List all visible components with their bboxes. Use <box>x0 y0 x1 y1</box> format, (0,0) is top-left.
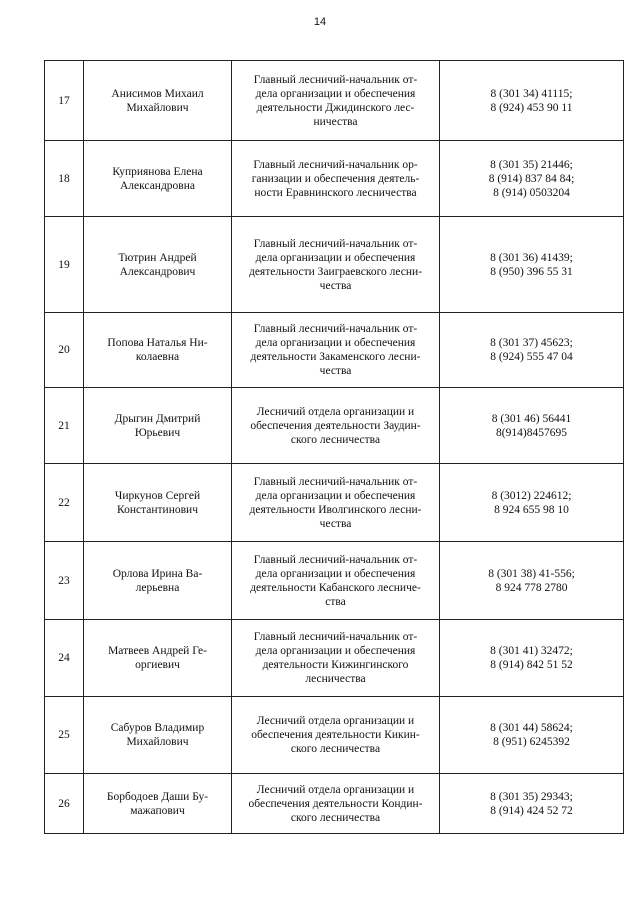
employee-name <box>84 542 232 620</box>
employee-position-text: Лесничий отдела организации и обеспечения деятельности Кикин- ского лесничества <box>251 715 420 755</box>
employee-position-text: Лесничий отдела организации и обеспечения деятельности Заудин- ского лесничества <box>250 405 421 446</box>
table-row <box>45 620 624 697</box>
row-number: 21 <box>45 388 84 464</box>
employee-position <box>232 464 440 542</box>
table-row <box>45 697 624 774</box>
employee-phone <box>440 620 624 697</box>
employee-phone-text: 8 (301 35) 29343; 8 (914) 424 52 72 <box>490 790 573 817</box>
contacts-table <box>44 60 624 834</box>
employee-position-text: Главный лесничий-начальник от- дела организации и обеспечения деятельности Кижингинского лесничества <box>253 631 418 685</box>
row-number: 18 <box>45 141 84 217</box>
employee-phone-text: 8 (301 35) 21446; 8 (914) 837 84 84; 8 (914) 0503204 <box>488 158 575 199</box>
employee-phone-text: 8 (3012) 224612; 8 924 655 98 10 <box>491 489 572 516</box>
employee-name-text: Сабуров Владимир Михайлович <box>110 722 205 748</box>
employee-phone-text: 8 (301 41) 32472; 8 (914) 842 51 52 <box>490 645 573 671</box>
employee-phone <box>440 388 624 464</box>
employee-name <box>84 464 232 542</box>
employee-position <box>232 141 440 217</box>
row-number: 20 <box>45 313 84 388</box>
employee-name <box>84 697 232 774</box>
employee-position <box>232 774 440 834</box>
employee-name <box>84 141 232 217</box>
row-number: 19 <box>45 217 84 313</box>
employee-position <box>232 697 440 774</box>
employee-position-text: Главный лесничий-начальник от- дела организации и обеспечения деятельности Кабанского лесниче- ства <box>250 553 421 608</box>
employee-name-text: Чиркунов Сергей Константинович <box>114 489 201 516</box>
employee-name <box>84 217 232 313</box>
employee-phone <box>440 61 624 141</box>
employee-phone <box>440 217 624 313</box>
page-number: 14 <box>313 16 327 28</box>
employee-position-text: Главный лесничий-начальник ор- ганизации и обеспечения деятель- ности Еравнинского лесничества <box>251 158 420 199</box>
employee-phone-text: 8 (301 34) 41115; 8 (924) 453 90 11 <box>490 87 573 114</box>
employee-phone <box>440 313 624 388</box>
employee-phone-text: 8 (301 36) 41439; 8 (950) 396 55 31 <box>490 251 573 278</box>
employee-name <box>84 774 232 834</box>
employee-phone-text: 8 (301 44) 58624; 8 (951) 6245392 <box>490 722 573 748</box>
employee-position-text: Главный лесничий-начальник от- дела организации и обеспечения деятельности Иволгинского лесни- чества <box>249 475 422 530</box>
table-row <box>45 217 624 313</box>
employee-phone-text: 8 (301 37) 45623; 8 (924) 555 47 04 <box>490 337 573 363</box>
employee-name-text: Попова Наталья Ни- колаевна <box>107 337 208 363</box>
employee-position <box>232 388 440 464</box>
employee-phone <box>440 141 624 217</box>
row-number: 22 <box>45 464 84 542</box>
employee-name-text: Матвеев Андрей Ге- оргиевич <box>108 645 207 671</box>
employee-position <box>232 217 440 313</box>
employee-name <box>84 620 232 697</box>
table-row <box>45 313 624 388</box>
employee-name-text: Дрыгин Дмитрий Юрьевич <box>114 412 201 439</box>
employee-position <box>232 313 440 388</box>
row-number: 17 <box>45 61 84 141</box>
employee-name-text: Куприянова Елена Александровна <box>112 165 203 192</box>
employee-position-text: Главный лесничий-начальник от- дела организации и обеспечения деятельности Джидинского лес- ничества <box>253 73 418 128</box>
employee-position <box>232 620 440 697</box>
table-row <box>45 542 624 620</box>
row-number: 24 <box>45 620 84 697</box>
employee-phone <box>440 697 624 774</box>
table-row <box>45 388 624 464</box>
employee-position-text: Главный лесничий-начальник от- дела организации и обеспечения деятельности Заиграевского лесни- чества <box>248 237 423 292</box>
employee-name <box>84 313 232 388</box>
employee-position-text: Лесничий отдела организации и обеспечения деятельности Кондин- ского лесничества <box>248 783 423 824</box>
employee-name <box>84 61 232 141</box>
table-row <box>45 61 624 141</box>
row-number: 23 <box>45 542 84 620</box>
employee-phone <box>440 464 624 542</box>
employee-name-text: Тютрин Андрей Александрович <box>118 251 197 278</box>
employee-phone-text: 8 (301 38) 41-556; 8 924 778 2780 <box>488 567 575 594</box>
row-number: 26 <box>45 774 84 834</box>
employee-phone <box>440 774 624 834</box>
employee-position <box>232 542 440 620</box>
table-row <box>45 141 624 217</box>
employee-name-text: Борбодоев Даши Бу- мажапович <box>106 790 209 817</box>
employee-name <box>84 388 232 464</box>
employee-name-text: Орлова Ирина Ва- лерьевна <box>112 567 203 594</box>
employee-phone-text: 8 (301 46) 56441 8(914)8457695 <box>491 412 572 439</box>
table-row <box>45 774 624 834</box>
employee-position-text: Главный лесничий-начальник от- дела организации и обеспечения деятельности Закаменского лесни- чества <box>250 323 421 377</box>
row-number: 25 <box>45 697 84 774</box>
employee-name-text: Анисимов Михаил Михайлович <box>111 87 204 114</box>
employee-phone <box>440 542 624 620</box>
table-row <box>45 464 624 542</box>
employee-position <box>232 61 440 141</box>
